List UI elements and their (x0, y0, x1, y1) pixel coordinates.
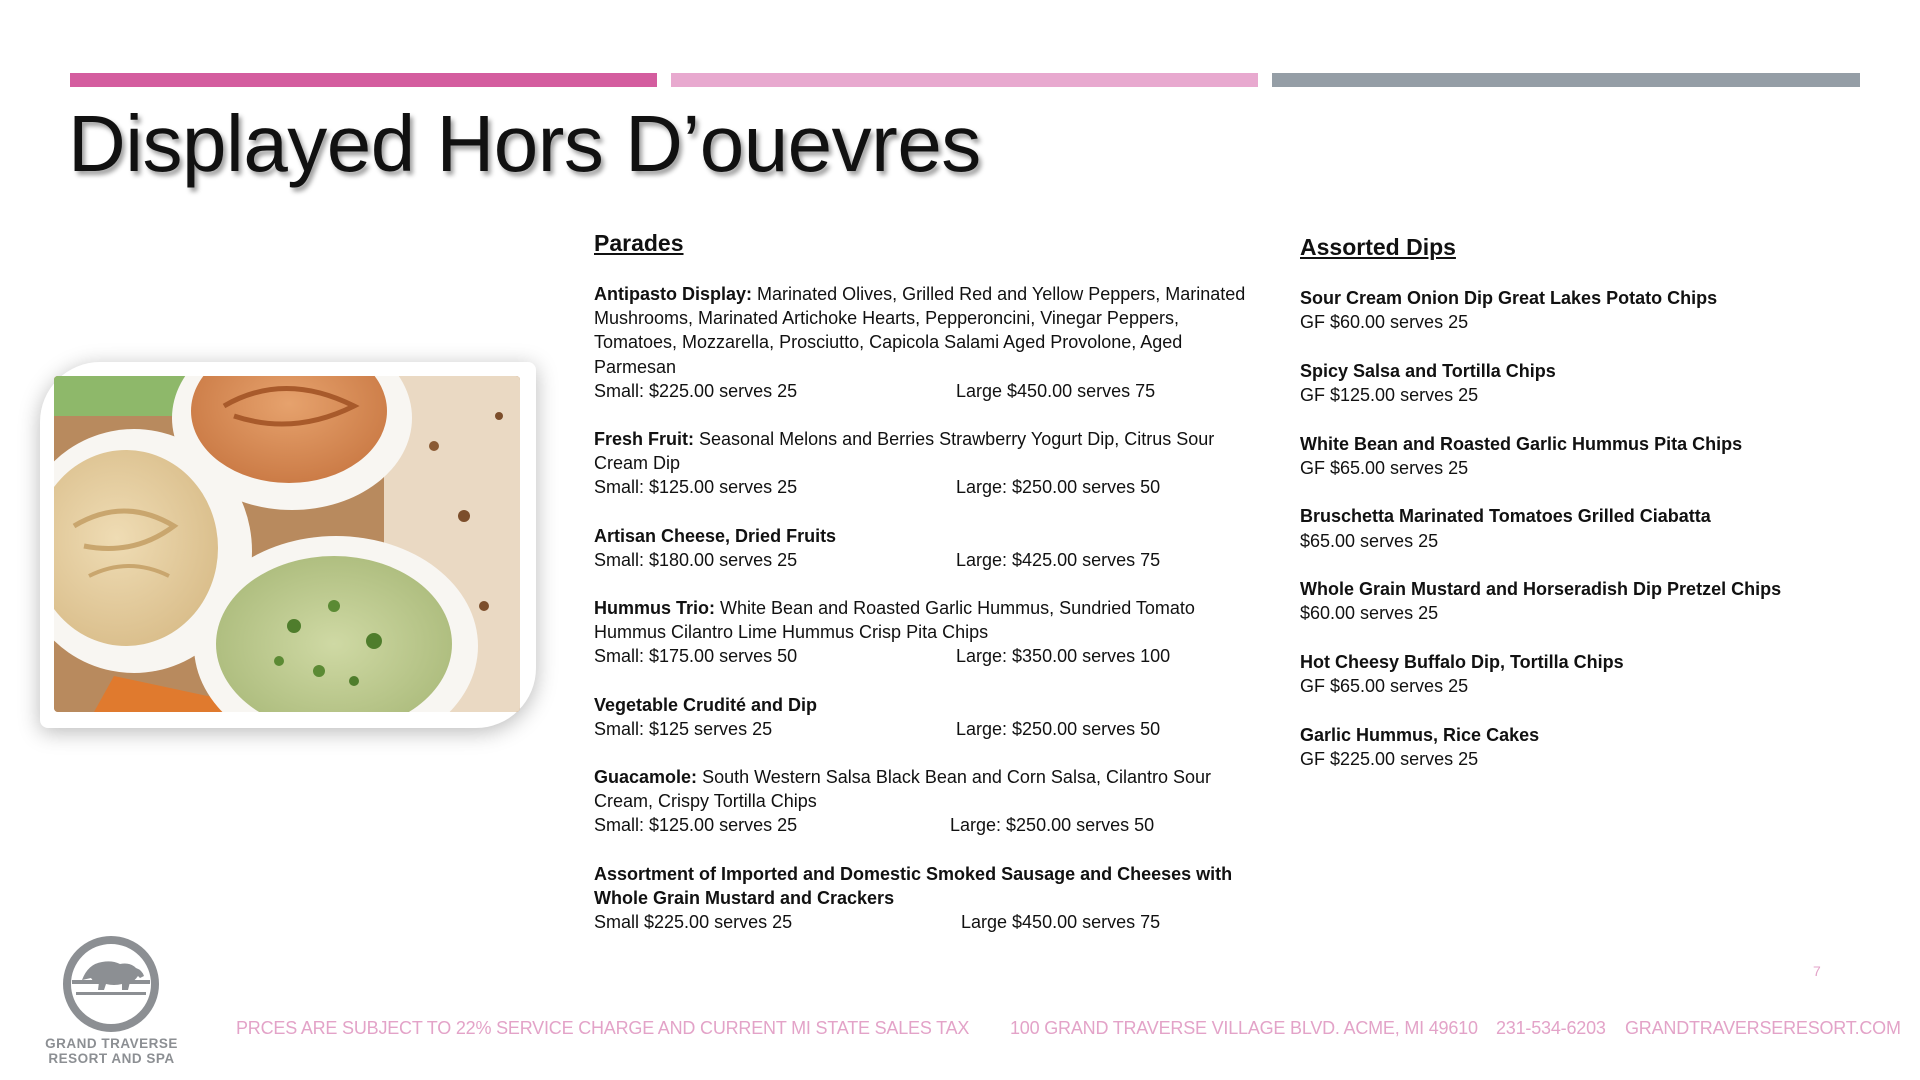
parades-heading: Parades (594, 230, 684, 256)
large-price: Large: $250.00 serves 50 (956, 477, 1161, 498)
dip-item (1300, 504, 1900, 552)
accent-bar-light-pink (671, 73, 1258, 87)
dip-price: $60.00 serves 25 (1300, 603, 1439, 624)
small-price: Small: $125 serves 25 (594, 718, 773, 739)
menu-item (594, 693, 1262, 741)
dip-item (1300, 359, 1900, 407)
item-description: White Bean and Roasted Garlic Hummus, Sundried Tomato Hummus Cilantro Lime Hummus Crisp Pita Chips (594, 597, 1195, 643)
menu-item (594, 862, 1262, 935)
price-row (594, 717, 1262, 741)
dip-price: GF $65.00 serves 25 (1300, 457, 1469, 478)
large-price: Large: $250.00 serves 50 (956, 718, 1161, 739)
dip-price: GF $225.00 serves 25 (1300, 748, 1479, 769)
dip-item (1300, 577, 1900, 625)
item-name: Hummus Trio: (594, 597, 716, 618)
item-name: Assortment of Imported and Domestic Smoked Sausage and Cheeses with Whole Grain Mustard and Crackers (594, 863, 1233, 908)
dip-item (1300, 723, 1900, 771)
dip-price: GF $65.00 serves 25 (1300, 676, 1469, 697)
price-row (594, 644, 1262, 668)
phone-number: 231-534-6203 (1496, 1018, 1606, 1038)
dip-name: White Bean and Roasted Garlic Hummus Pita Chips (1300, 433, 1743, 454)
price-row (594, 548, 1262, 572)
dip-price: $65.00 serves 25 (1300, 530, 1439, 551)
logo-text-line2: RESORT AND SPA (48, 1051, 175, 1066)
dip-item (1300, 432, 1900, 480)
item-description: Seasonal Melons and Berries Strawberry Yogurt Dip, Citrus Sour Cream Dip (594, 429, 1215, 474)
dip-price: GF $125.00 serves 25 (1300, 385, 1479, 405)
small-price: Small: $125.00 serves 25 (594, 815, 798, 836)
dip-name: Whole Grain Mustard and Horseradish Dip Pretzel Chips (1300, 579, 1782, 600)
dip-item (1300, 286, 1900, 334)
small-price: Small: $180.00 serves 25 (594, 549, 798, 570)
item-name: Antipasto Display: (594, 284, 753, 304)
large-price: Large: $350.00 serves 100 (956, 646, 1171, 667)
dip-name: Spicy Salsa and Tortilla Chips (1300, 360, 1556, 381)
menu-item (594, 524, 1262, 572)
photo-frame (40, 362, 536, 728)
small-price: Small: $175.00 serves 50 (594, 646, 798, 667)
menu-item (594, 765, 1262, 838)
menu-item (594, 282, 1262, 403)
dip-name: Bruschetta Marinated Tomatoes Grilled Ciabatta (1300, 506, 1711, 527)
price-row (594, 910, 1262, 934)
address: 100 GRAND TRAVERSE VILLAGE BLVD. ACME, MI 49610 (1010, 1018, 1478, 1038)
parades-section (594, 228, 1262, 958)
bear-logo-icon (58, 936, 164, 1032)
dips-section (1300, 232, 1900, 796)
large-price: Large $450.00 serves 75 (961, 911, 1161, 932)
price-row (594, 379, 1262, 403)
accent-bar-pink (70, 73, 657, 87)
dip-name: Hot Cheesy Buffalo Dip, Tortilla Chips (1300, 651, 1624, 672)
page-number: 7 (1813, 963, 1821, 979)
hummus-photo (54, 376, 520, 712)
item-name: Artisan Cheese, Dried Fruits (594, 525, 837, 546)
dip-name: Garlic Hummus, Rice Cakes (1300, 724, 1540, 745)
item-description: Marinated Olives, Grilled Red and Yellow Peppers, Marinated Mushrooms, Marinated Artichoke Hearts, Pepperoncini, Vinegar Peppers, Tomatoes, Mozzarella, Prosciutto, Capicola Salami Aged Provolone, Aged Parmesan (594, 284, 1246, 377)
dip-item (1300, 650, 1900, 698)
dip-name: Sour Cream Onion Dip Great Lakes Potato Chips (1300, 288, 1718, 308)
item-name: Fresh Fruit: (594, 429, 695, 449)
website-link[interactable]: GRANDTRAVERSERESORT.COM (1625, 1018, 1901, 1038)
small-price: Small $225.00 serves 25 (594, 911, 793, 932)
dip-price: GF $60.00 serves 25 (1300, 312, 1469, 333)
price-row (594, 813, 1262, 837)
item-name: Vegetable Crudité and Dip (594, 694, 818, 715)
menu-item (594, 427, 1262, 500)
dips-heading: Assorted Dips (1300, 234, 1456, 260)
small-price: Small: $225.00 serves 25 (594, 380, 798, 401)
resort-logo (44, 936, 179, 1066)
price-row (594, 475, 1262, 499)
small-price: Small: $125.00 serves 25 (594, 477, 798, 498)
accent-bar-gray (1272, 73, 1860, 87)
logo-text-line1: GRAND TRAVERSE (45, 1036, 178, 1051)
large-price: Large: $250.00 serves 50 (950, 815, 1155, 836)
large-price: Large: $425.00 serves 75 (956, 549, 1161, 570)
large-price: Large $450.00 serves 75 (956, 380, 1156, 401)
tax-notice: PRCES ARE SUBJECT TO 22% SERVICE CHARGE AND CURRENT MI STATE SALES TAX (236, 1018, 970, 1038)
menu-item (594, 596, 1262, 669)
item-description: South Western Salsa Black Bean and Corn Salsa, Cilantro Sour Cream, Crispy Tortilla Chips (594, 766, 1212, 812)
page-title: Displayed Hors D’ouevres (68, 99, 981, 188)
item-name: Guacamole: (594, 766, 698, 787)
